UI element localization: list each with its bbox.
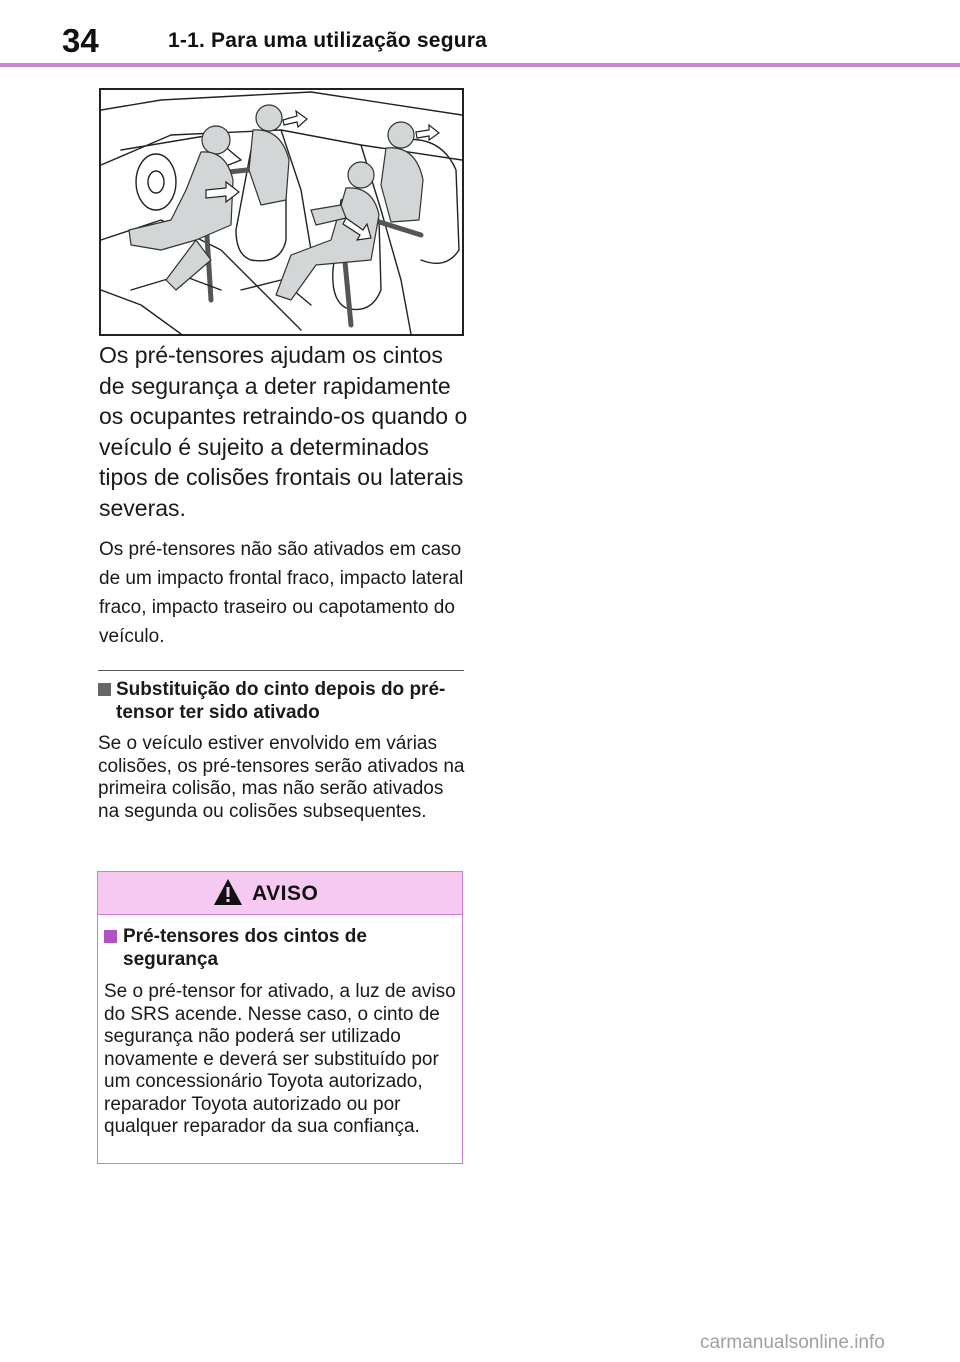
figure-note: Os pré-tensores não são ativados em caso de um impacto frontal fraco, impacto lateral fraco, impacto traseiro ou capotamento do veículo. xyxy=(99,539,464,647)
replacement-section xyxy=(98,678,466,823)
replacement-heading-text: Substituição do cinto depois do pré-tensor ter sido ativado xyxy=(116,679,446,723)
seatbelt-pretensioner-illustration xyxy=(99,88,464,336)
warning-triangle-icon xyxy=(212,877,244,907)
replacement-body: Se o veículo estiver envolvido em várias colisões, os pré-tensores serão ativados na primeira colisão, mas não serão ativados na segunda ou colisões subsequentes. xyxy=(98,733,465,822)
warning-body xyxy=(98,915,462,1139)
square-bullet-icon xyxy=(98,683,111,696)
replacement-heading xyxy=(98,678,466,724)
section-title: 1-1. Para uma utilização segura xyxy=(168,29,487,52)
page-number: 34 xyxy=(62,22,99,59)
square-bullet-icon xyxy=(104,930,117,943)
watermark: carmanualsonline.info xyxy=(700,1332,885,1353)
warning-label: AVISO xyxy=(252,882,319,905)
page-header xyxy=(0,0,960,70)
warning-heading-text: Pré-tensores dos cintos de segurança xyxy=(123,926,367,970)
warning-heading xyxy=(104,925,456,971)
figure-caption: Os pré-tensores ajudam os cintos de segurança a deter rapidamente os ocupantes retraindo-os quando o veículo é sujeito a determinados tipos de colisões frontais ou laterais severas. xyxy=(99,342,468,521)
warning-header xyxy=(98,872,462,915)
warning-text: Se o pré-tensor for ativado, a luz de aviso do SRS acende. Nesse caso, o cinto de segurança não poderá ser utilizado novamente e deverá ser substituído por um concessionário Toyota autorizado, reparador Toyota autorizado ou por qualquer reparador da sua confiança. xyxy=(104,981,456,1137)
header-rule xyxy=(0,63,960,67)
car-interior-illustration xyxy=(101,90,462,334)
warning-box xyxy=(97,871,463,1164)
section-divider xyxy=(98,670,464,671)
